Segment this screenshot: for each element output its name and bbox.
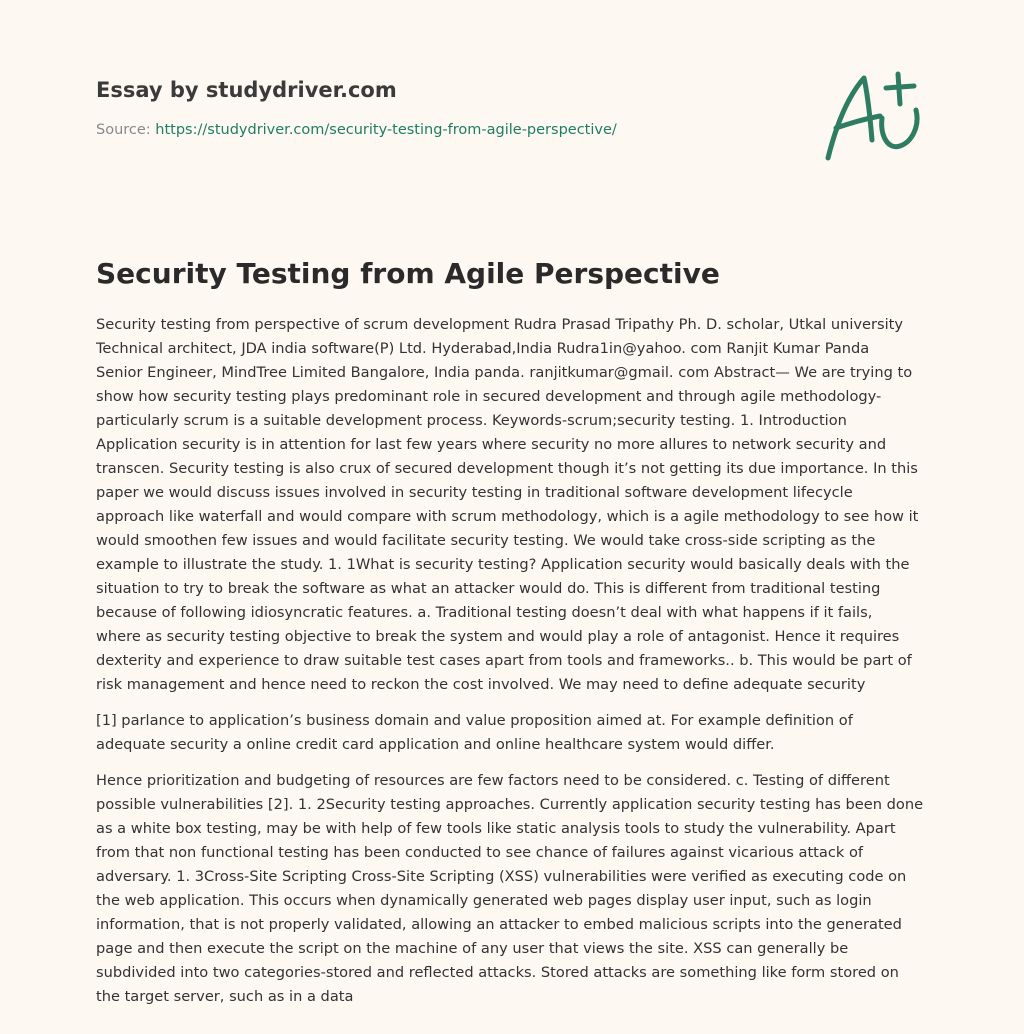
- a-plus-logo-icon: [820, 66, 930, 166]
- essay-paragraph: [1] parlance to application’s business domain and value proposition aimed at. For example definition of adequate security a online credit card application and online healthcare system would differ.: [96, 712, 853, 753]
- site-title: Essay by studydriver.com: [96, 78, 397, 102]
- essay-header: [96, 70, 796, 141]
- source-link[interactable]: https://studydriver.com/security-testing-from-agile-perspective/: [155, 122, 617, 138]
- essay-title: Security Testing from Agile Perspective: [96, 257, 720, 290]
- essay-paragraph: Hence prioritization and budgeting of resources are few factors need to be considered. c. Testing of different possible vulnerabilities [2]. 1. 2Security testing approaches. Currently application security testing has been done as a white box testing, may be with help of few tools like static analysis tools to study the vulnerability. Apart from that non functional testing has been conducted to see chance of failures against vicarious attack of adversary. 1. 3Cross-Site Scripting Cross-Site Scripting (XSS) vulnerabilities were verified as executing code on the web application. This occurs when dynamically generated web pages display user input, such as login information, that is not properly validated, allowing an attacker to embed malicious scripts into the generated page and then execute the script on the machine of any user that views the site. XSS can generally be subdivided into two categories-stored and reflected attacks. Stored attacks are something like form stored on the target server, such as in a data: [96, 772, 924, 1005]
- source-line: [96, 119, 796, 141]
- essay-paragraph: Security testing from perspective of scrum development Rudra Prasad Tripathy Ph. D. scholar, Utkal university Technical architect, JDA india software(P) Ltd. Hyderabad,India Rudra1in@yahoo. com Ranjit Kumar Panda Senior Engineer, MindTree Limited Bangalore, India panda. ranjitkumar@gmail. com Abstract— We are trying to show how security testing plays predominant role in secured development and through agile methodology- particularly scrum is a suitable development process. Keywords-scrum;security testing. 1. Introduction Application security is in attention for last few years where security no more allures to network security and transcen. Security testing is also crux of secured development though it’s not getting its due importance. In this paper we would discuss issues involved in security testing in traditional software development lifecycle approach like waterfall and would compare with scrum methodology, which is a agile methodology to see how it would smoothen few issues and would facilitate security testing. We would take cross-side scripting as the example to illustrate the study. 1. 1What is security testing? Application security would basically deals with the situation to try to break the software as what an attacker would do. This is different from traditional testing because of following idiosyncratic features. a. Traditional testing doesn’t deal with what happens if it fails, where as security testing objective to break the system and would play a role of antagonist. Hence it requires dexterity and experience to draw suitable test cases apart from tools and frameworks.. b. This would be part of risk management and hence need to reckon the cost involved. We may need to define adequate security: [96, 316, 919, 693]
- essay-body: [96, 313, 932, 1021]
- source-label: Source:: [96, 122, 156, 138]
